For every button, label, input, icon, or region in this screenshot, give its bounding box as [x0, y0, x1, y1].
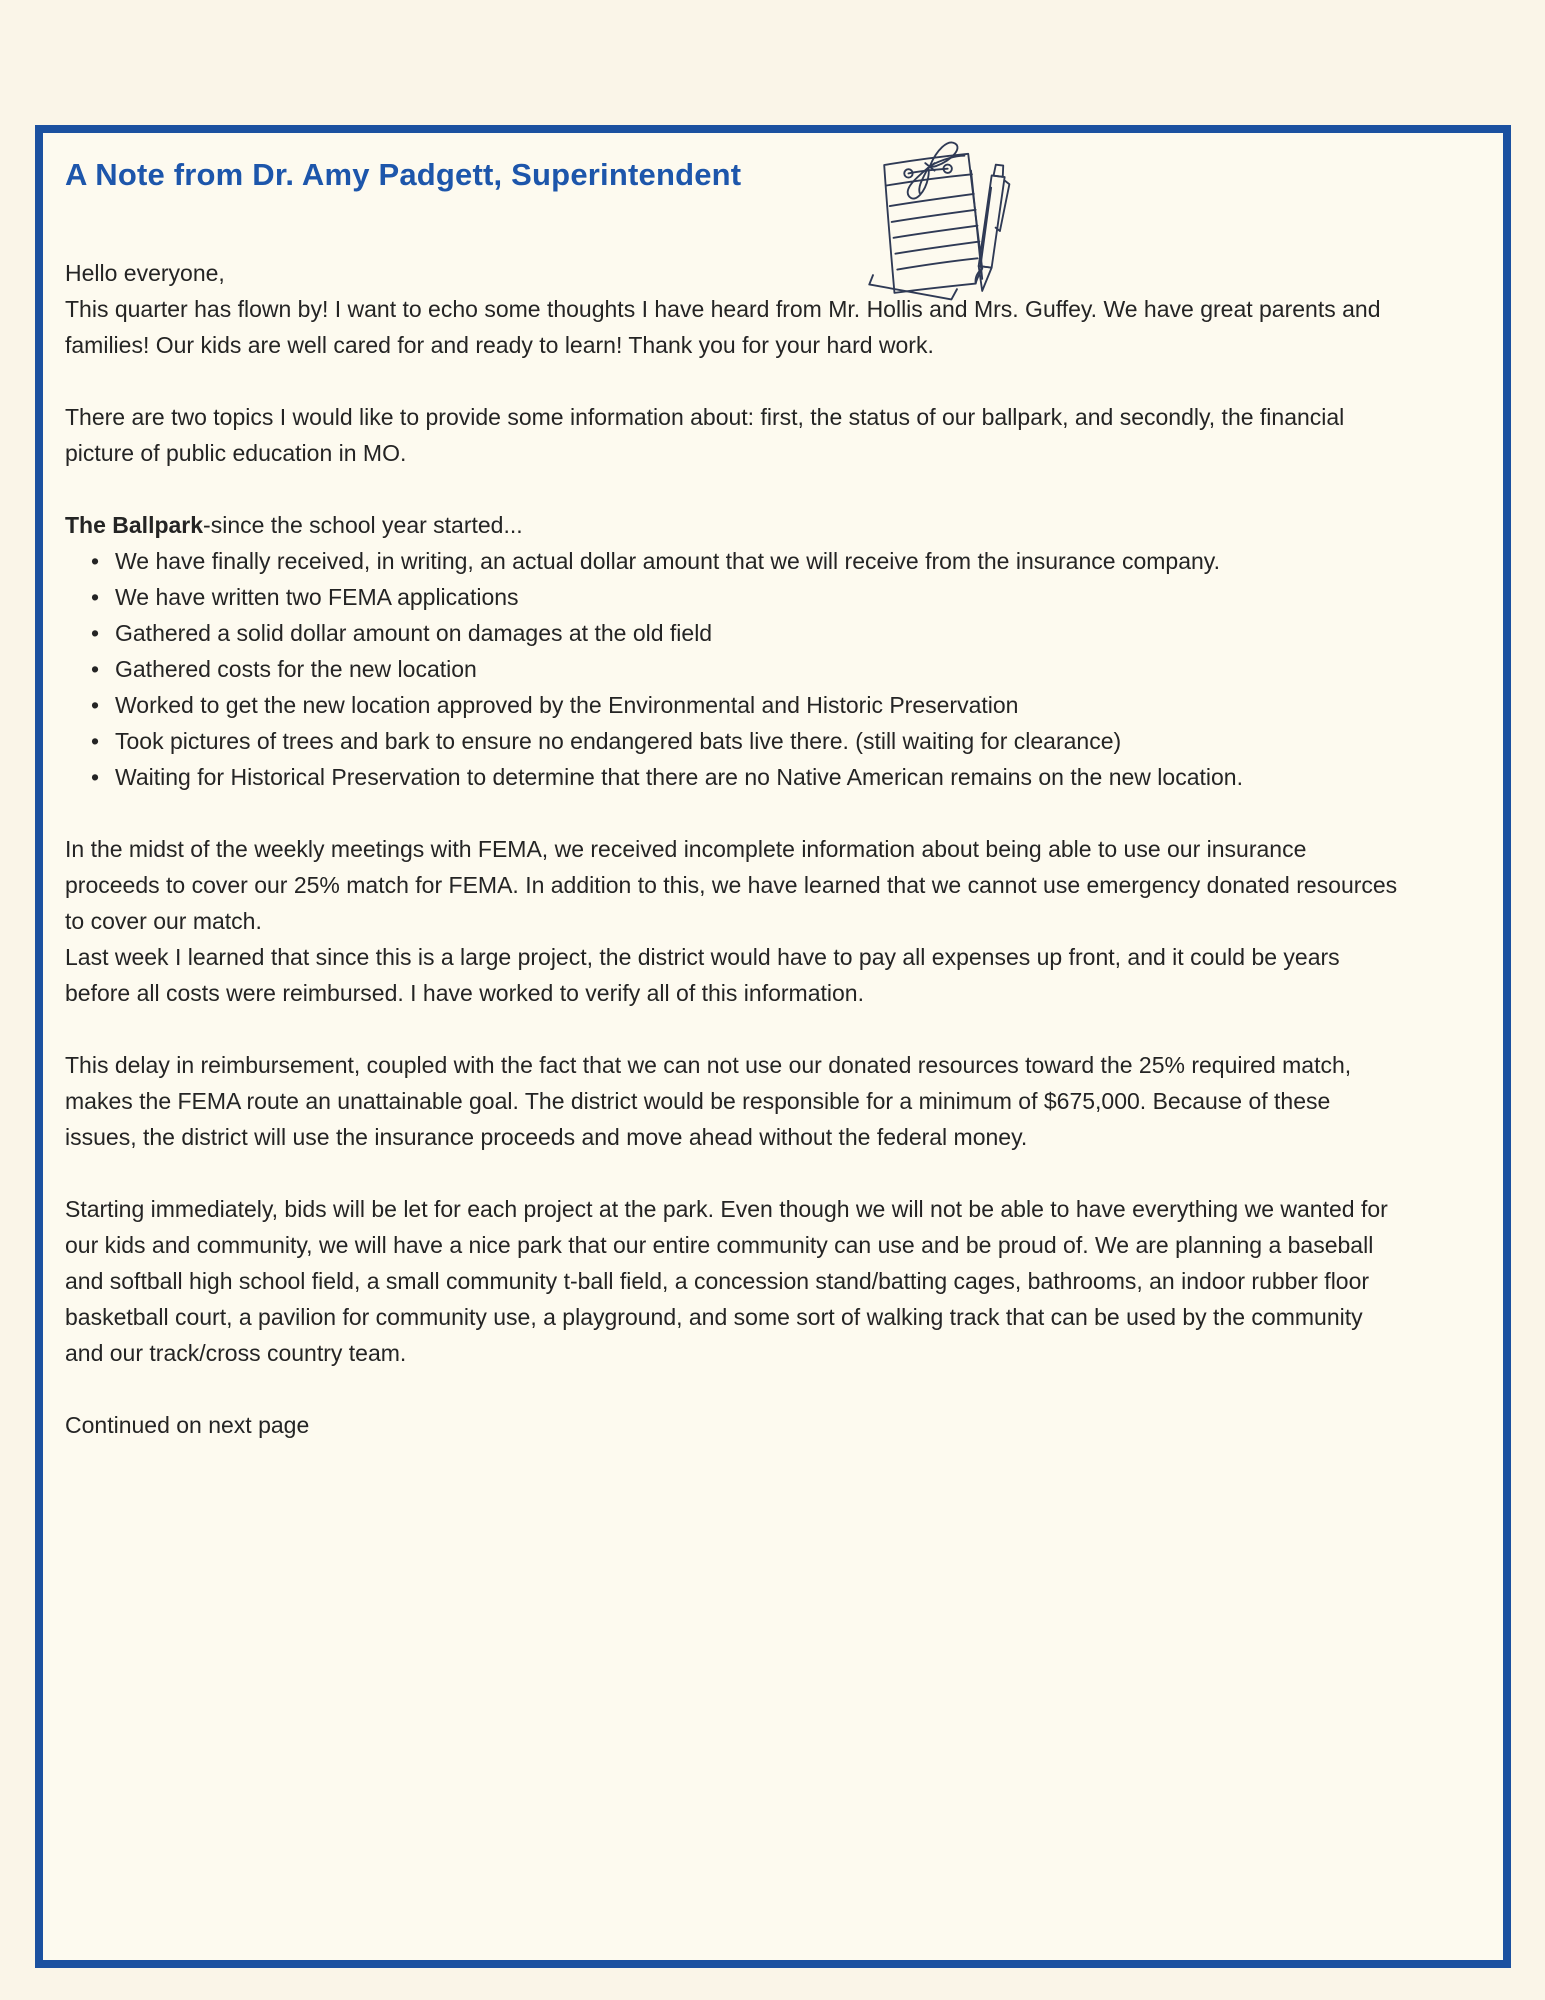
fema-paragraph-1: In the midst of the weekly meetings with FEMA, we received incomplete information about being able to use our insurance proceeds to cover our 25% match for FEMA. In addition to this, we have learned that we cannot use emergency donated resources to cover our match. [65, 836, 1398, 934]
note-body [65, 255, 1405, 1443]
greeting-line: Hello everyone, [65, 260, 225, 286]
ballpark-heading-rest: -since the school year started... [203, 512, 523, 538]
bids-paragraph: Starting immediately, bids will be let for each project at the park. Even though we will not be able to have everything we wanted for our kids and community, we will have a nice park that our entire community can use and be proud of. We are planning a baseball and softball high school field, a small community t-ball field, a concession stand/batting cages, bathrooms, an indoor rubber floor basketball court, a pavilion for community use, a playground, and some sort of walking track that can be used by the community and our track/cross country team. [65, 1196, 1388, 1366]
list-item: • We have written two FEMA applications [89, 579, 1405, 615]
list-item: • Gathered a solid dollar amount on damages at the old field [89, 615, 1405, 651]
page-title: A Note from Dr. Amy Padgett, Superintendent [65, 157, 742, 192]
intro-paragraph: This quarter has flown by! I want to echo some thoughts I have heard from Mr. Hollis and Mrs. Guffey. We have great parents and families! Our kids are well cared for and ready to learn! Thank you for your hard work. [65, 296, 1381, 358]
spacer [65, 363, 1405, 399]
list-item: • Took pictures of trees and bark to ensure no endangered bats live there. (still waiting for clearance) [89, 723, 1405, 759]
continued-line: Continued on next page [65, 1412, 310, 1438]
spacer [65, 471, 1405, 507]
list-item: • Waiting for Historical Preservation to determine that there are no Native American remains on the new location. [89, 759, 1405, 795]
ballpark-heading-bold: The Ballpark [65, 512, 204, 538]
spacer [65, 1371, 1405, 1407]
list-item: • Worked to get the new location approved by the Environmental and Historic Preservation [89, 687, 1405, 723]
note-panel [35, 125, 1511, 1968]
spacer [65, 795, 1405, 831]
spacer [65, 1155, 1405, 1191]
spacer [65, 1011, 1405, 1047]
list-item: • Gathered costs for the new location [89, 651, 1405, 687]
list-item: • We have finally received, in writing, an actual dollar amount that we will receive from the insurance company. [89, 543, 1405, 579]
topics-paragraph: There are two topics I would like to provide some information about: first, the status of our ballpark, and secondly, the financial picture of public education in MO. [65, 404, 1345, 466]
fema-paragraph-2: Last week I learned that since this is a large project, the district would have to pay all expenses up front, and it could be years before all costs were reimbursed. I have worked to verify all of this information. [65, 944, 1340, 1006]
note-content [43, 133, 1503, 1443]
ballpark-bullet-list [65, 543, 1405, 795]
delay-paragraph: This delay in reimbursement, coupled with the fact that we can not use our donated resources toward the 25% required match, makes the FEMA route an unattainable goal. The district would be responsible for a minimum of $675,000. Because of these issues, the district will use the insurance proceeds and move ahead without the federal money. [65, 1052, 1352, 1150]
ballpark-heading [65, 507, 1405, 543]
